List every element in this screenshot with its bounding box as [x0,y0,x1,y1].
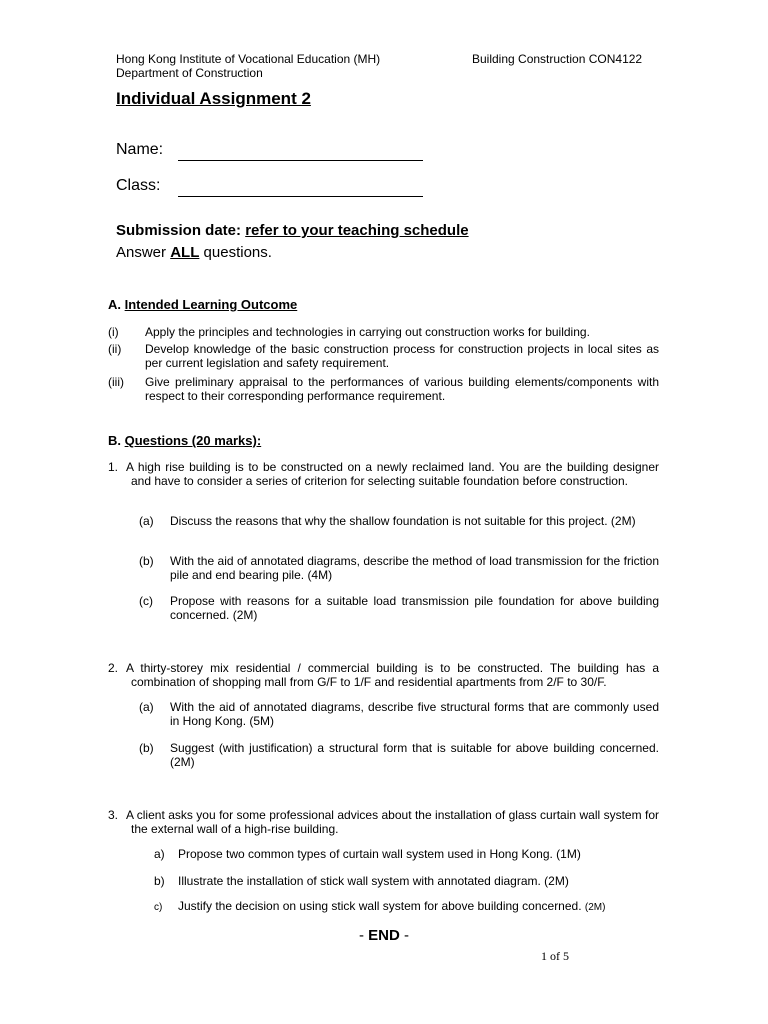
question-number: 1. [108,460,119,474]
part-text: Propose with reasons for a suitable load transmission pile foundation for above building concerned. (2M) [170,594,659,622]
question-text: A client asks you for some professional advices about the installation of glass curtain wall system for the external wall of a high-rise building. [126,808,659,836]
part-text: With the aid of annotated diagrams, describe five structural forms that are commonly used in Hong Kong. (5M) [170,700,659,728]
outcome-text: Give preliminary appraisal to the performances of various building elements/components with respect to their corresponding performance requirement. [145,375,659,403]
part-marks: (2M) [584,902,606,913]
outcome-text: Develop knowledge of the basic construction process for construction projects in local sites as per current legislation and safety requirement. [145,342,659,370]
course-code: Building Construction CON4122 [472,52,643,66]
question-text: A high rise building is to be constructed on a newly reclaimed land. You are the building designer and have to consider a series of criterion for selecting suitable foundation before construction. [126,460,659,488]
submission-label: Submission date: [116,222,242,239]
department-name: Department of Construction [116,66,263,80]
submission-value: refer to your teaching schedule [245,222,469,239]
part-text: Illustrate the installation of stick wall system with annotated diagram. (2M) [178,874,569,888]
section-b-title: Questions (20 marks): [124,433,262,448]
question-number: 2. [108,661,119,675]
institute-name: Hong Kong Institute of Vocational Education (MH) [116,52,381,66]
answer-pre: Answer [116,244,167,261]
section-a-prefix: A. [108,297,121,312]
name-label: Name: [116,141,164,158]
part-number: (a) [139,700,154,714]
end-dash-right: - [404,927,409,944]
submission-date [116,222,469,239]
page-number: 1 of 5 [541,949,569,963]
class-label: Class: [116,177,161,194]
outcome-text: Apply the principles and technologies in carrying out construction works for building. [145,325,590,339]
section-b-prefix: B. [108,433,121,448]
section-a-heading [108,297,297,312]
part-text: Suggest (with justification) a structural form that is suitable for above building concerned. (2M) [170,741,659,769]
part-text [178,899,659,915]
section-b-heading [108,433,261,448]
part-number: (a) [139,514,154,528]
end-dash-left: - [358,927,364,944]
part-number: (b) [139,554,154,568]
page-title: Individual Assignment 2 [116,89,311,108]
part-text: Discuss the reasons that why the shallow foundation is not suitable for this project. (2M) [170,514,636,528]
answer-emphasis: ALL [170,244,200,261]
part-number: c) [154,902,163,913]
outcome-number: (iii) [108,375,124,389]
class-blank-line [178,196,423,197]
name-blank-line [178,160,423,161]
end-marker [0,927,768,944]
section-a-title: Intended Learning Outcome [124,297,298,312]
part-number: (c) [139,594,153,608]
outcome-number: (i) [108,325,119,339]
part-text: Propose two common types of curtain wall system used in Hong Kong. (1M) [178,847,581,861]
part-number: (b) [139,741,154,755]
question-number: 3. [108,808,119,822]
question-text: A thirty-storey mix residential / commercial building is to be constructed. The building has a combination of shopping mall from G/F to 1/F and residential apartments from 2/F to 30/F. [126,661,659,689]
part-number: b) [154,874,165,888]
part-number: a) [154,847,165,861]
end-label: END [368,927,400,944]
part-text: With the aid of annotated diagrams, describe the method of load transmission for the friction pile and end bearing pile. (4M) [170,554,659,582]
part-text-main: Justify the decision on using stick wall system for above building concerned. [178,899,582,913]
outcome-number: (ii) [108,342,122,356]
answer-post: questions. [203,244,272,261]
answer-instruction [116,244,272,261]
